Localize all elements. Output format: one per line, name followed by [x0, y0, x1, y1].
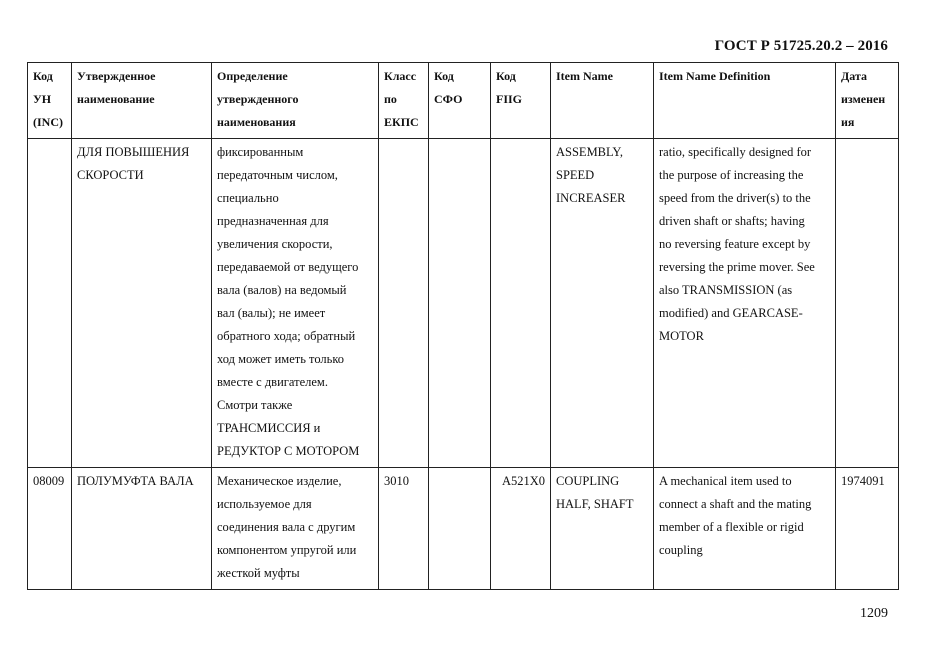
- header-text: ЕКПС: [384, 115, 419, 129]
- column-header-date: [836, 63, 899, 139]
- cell-item-name: [551, 139, 654, 468]
- cell-text: 3010: [384, 474, 409, 488]
- cell-text: 1974091: [841, 474, 885, 488]
- cell-name: [72, 139, 212, 468]
- header-text: Item Name: [556, 69, 613, 83]
- cell-text: специально: [217, 191, 279, 205]
- cell-text: reversing the prime mover. See: [659, 260, 815, 274]
- cell-text: компонентом упругой или: [217, 543, 357, 557]
- header-row: [28, 63, 899, 139]
- cell-text: соединения вала с другим: [217, 520, 356, 534]
- cell-text: A mechanical item used to: [659, 474, 792, 488]
- header-text: (INC): [33, 115, 63, 129]
- cell-sfo: [429, 468, 491, 590]
- header-text: Item Name Definition: [659, 69, 771, 83]
- table-row: [28, 468, 899, 590]
- cell-text: A521X0: [501, 474, 545, 488]
- cell-text: modified) and GEARCASE-: [659, 306, 803, 320]
- column-header-fiig: [491, 63, 551, 139]
- cell-item-definition: [654, 468, 836, 590]
- document-title: ГОСТ Р 51725.20.2 – 2016: [714, 38, 888, 54]
- cell-text: ratio, specifically designed for: [659, 145, 812, 159]
- cell-text: жесткой муфты: [217, 566, 300, 580]
- cell-ekps: [379, 139, 429, 468]
- header-text: Дата: [841, 69, 867, 83]
- cell-name: [72, 468, 212, 590]
- header-text: УН: [33, 92, 52, 106]
- cell-text: передаваемой от ведущего: [217, 260, 359, 274]
- cell-text: ход может иметь только: [217, 352, 345, 366]
- header-text: наименование: [77, 92, 155, 106]
- column-header-definition: [212, 63, 379, 139]
- header-text: Класс: [384, 69, 417, 83]
- cell-text: увеличения скорости,: [217, 237, 333, 251]
- header-text: ия: [841, 115, 855, 129]
- header-text: наименования: [217, 115, 296, 129]
- column-header-inc: [28, 63, 72, 139]
- cell-item-name: [551, 468, 654, 590]
- cell-text: ПОЛУМУФТА ВАЛА: [77, 474, 194, 488]
- cell-text: вал (валы); не имеет: [217, 306, 326, 320]
- cell-text: the purpose of increasing the: [659, 168, 804, 182]
- page-number: 1209: [860, 606, 888, 621]
- cell-text: Механическое изделие,: [217, 474, 342, 488]
- classifier-table: [27, 62, 899, 590]
- cell-text: вместе с двигателем.: [217, 375, 328, 389]
- header-text: FIIG: [496, 92, 523, 106]
- cell-text: используемое для: [217, 497, 312, 511]
- column-header-ekps: [379, 63, 429, 139]
- column-header-sfo: [429, 63, 491, 139]
- cell-text: coupling: [659, 543, 703, 557]
- cell-sfo: [429, 139, 491, 468]
- header-text: Утвержденное: [77, 69, 156, 83]
- cell-text: driven shaft or shafts; having: [659, 214, 805, 228]
- cell-inc: [28, 139, 72, 468]
- cell-definition: [212, 468, 379, 590]
- cell-text: СКОРОСТИ: [77, 168, 144, 182]
- cell-text: member of a flexible or rigid: [659, 520, 804, 534]
- cell-text: no reversing feature except by: [659, 237, 811, 251]
- table-row: [28, 139, 899, 468]
- cell-item-definition: [654, 139, 836, 468]
- header-text: Определение: [217, 69, 288, 83]
- header-text: Код: [496, 69, 516, 83]
- cell-date: [836, 468, 899, 590]
- cell-definition: [212, 139, 379, 468]
- header-text: изменен: [841, 92, 886, 106]
- cell-inc: [28, 468, 72, 590]
- cell-date: [836, 139, 899, 468]
- column-header-item-definition: [654, 63, 836, 139]
- cell-text: ASSEMBLY,: [556, 145, 623, 159]
- cell-text: ТРАНСМИССИЯ и: [217, 421, 321, 435]
- cell-text: SPEED: [556, 168, 595, 182]
- cell-fiig: [491, 468, 551, 590]
- cell-text: HALF, SHAFT: [556, 497, 634, 511]
- header-text: утвержденного: [217, 92, 299, 106]
- cell-text: обратного хода; обратный: [217, 329, 356, 343]
- cell-text: Смотри также: [217, 398, 293, 412]
- header-text: СФО: [434, 92, 463, 106]
- cell-text: ДЛЯ ПОВЫШЕНИЯ: [77, 145, 190, 159]
- cell-fiig: [491, 139, 551, 468]
- cell-text: COUPLING: [556, 474, 620, 488]
- cell-text: фиксированным: [217, 145, 304, 159]
- cell-ekps: [379, 468, 429, 590]
- cell-text: also TRANSMISSION (as: [659, 283, 793, 297]
- cell-text: РЕДУКТОР С МОТОРОМ: [217, 444, 360, 458]
- cell-text: connect a shaft and the mating: [659, 497, 812, 511]
- cell-text: INCREASER: [556, 191, 626, 205]
- header-text: Код: [33, 69, 53, 83]
- header-text: по: [384, 92, 397, 106]
- cell-text: speed from the driver(s) to the: [659, 191, 811, 205]
- cell-text: предназначенная для: [217, 214, 329, 228]
- cell-text: 08009: [33, 474, 65, 488]
- cell-text: вала (валов) на ведомый: [217, 283, 347, 297]
- header-text: Код: [434, 69, 454, 83]
- column-header-item-name: [551, 63, 654, 139]
- column-header-name: [72, 63, 212, 139]
- cell-text: MOTOR: [659, 329, 704, 343]
- cell-text: передаточным числом,: [217, 168, 338, 182]
